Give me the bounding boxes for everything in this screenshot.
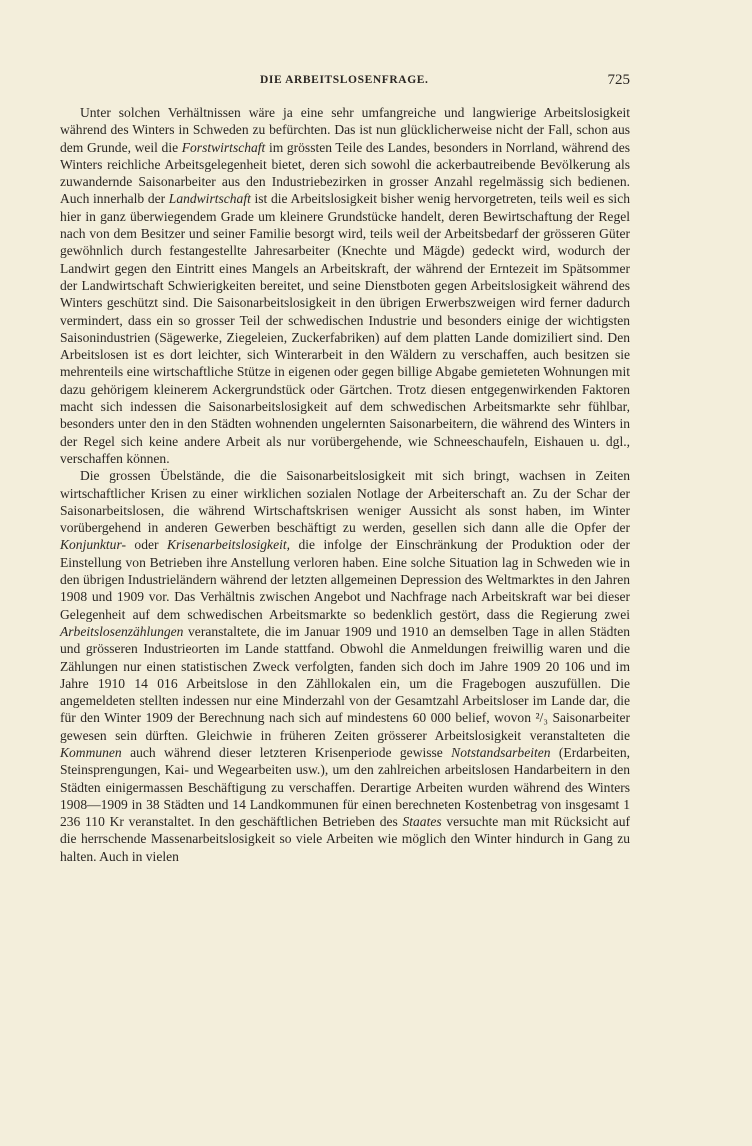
body-text	[60, 104, 630, 865]
emphasis-konjunktur: Konjunktur-	[60, 537, 126, 553]
text-run: (Erdarbeiten, Steinsprengungen, Kai- und Wegearbeiten usw.), um den zahlreichen arbeitslosen Handarbeitern in den Städten einigermassen Beschäftigung zu verschaffen. Derartige Arbeiten wurden während des Winters 1908—1909 in 38 Städten und 14 Landkommunen für einen berechneten Kostenbetrag von insgesamt 1 236 110 Kr veranstaltet. In den geschäftlichen Betrieben des	[60, 744, 630, 830]
emphasis-notstandsarbeiten: Notstandsarbeiten	[451, 744, 551, 760]
text-run: versuchte man mit Rücksicht auf die herrschende Massenarbeitslosigkeit so viele Arbeiten wie möglich den Winter hindurch in Gang zu halten. Auch in vielen	[60, 814, 630, 864]
emphasis-forstwirtschaft: Forstwirtschaft	[181, 139, 266, 155]
emphasis-krisenarbeitslosigkeit: Krisenarbeitslosigkeit,	[166, 537, 290, 553]
emphasis-arbeitslosenzaehlungen: Arbeitslosenzählungen	[60, 623, 184, 639]
text-run: Die grossen Übelstände, die die Saisonarbeitslosigkeit mit sich bringt, wachsen in Zeiten wirtschaftlicher Krisen zu einer wirklichen sozialen Notlage der Arbeiterschaft an. Zu der Schar der Saisonarbeitslosen, die während Wirtschaftskrisen weniger Aussicht als sonst haben, im Winter vorübergehend in anderen Gewerben beschäftigt zu werden, gesellen sich dann alle die Opfer der	[60, 468, 630, 536]
paragraph-2	[60, 467, 630, 865]
text-run: oder	[125, 537, 167, 553]
emphasis-kommunen: Kommunen	[60, 744, 122, 760]
page-number: 725	[607, 72, 630, 88]
text-run: ist die Arbeitslosigkeit bisher wenig hervorgetreten, teils weil es sich hier in ganz überwiegendem Grade um kleinere Grundstücke handelt, deren Bewirtschaftung der Regel nach von dem Besitzer und seiner Familie besorgt wird, teils weil der Arbeitsbedarf der grösseren Güter gewöhnlich durch festangestellte Jahresarbeiter (Knechte und Mägde) gedeckt wird, wodurch der Landwirt gegen den Eintritt eines Mangels an Arbeitskraft, der während der Erntezeit im Spätsommer der Landwirtschaft Schwierigkeiten bereitet, und seine Dienstboten gegen Arbeitslosigkeit während des Winters geschützt sind. Die Saisonarbeitslosigkeit in den übrigen Erwerbszweigen wird ferner dadurch vermindert, dass ein so grosser Teil der schwedischen Industrie und besonders einige der wichtigsten Saisonindustrien (Sägewerke, Ziegeleien, Zuckerfabriken) auf dem platten Lande domiziliert sind. Den Arbeitslosen ist es dort leichter, sich Winterarbeit in den Wäldern zu verschaffen, auch besitzen sie mehrenteils eine wirtschaftliche Stütze in eigenen oder gegen billige Abgabe gemieteten Wohnungen mit dazu gehörigem kleinerem Ackergrundstück oder Gärtchen. Trotz diesen entgegenwirkenden Faktoren macht sich indessen die Saisonarbeitslosigkeit auf dem schwedischen Arbeitsmarkte sehr fühlbar, besonders unter den in den Städten wohnenden ungelernten Saisonarbeitern, die während des Winters in der Regel sich keine andere Arbeit als nur vorübergehende, wie Schneeschaufeln, Eishauen u. dgl., verschaffen können.	[60, 191, 630, 466]
text-run: auch während dieser letzteren Krisenperiode gewisse	[121, 744, 452, 760]
text-run: die infolge der Einschränkung der Produktion oder der Einstellung von Betrieben ihre Anstellung verloren haben. Eine solche Situation lag in Schweden wie in den übrigen Industrieländern während der letzten allgemeinen Depression des Weltmarktes in den Jahren 1908 und 1909 vor. Das Verhältnis zwischen Angebot und Nachfrage nach Arbeitskraft war bei dieser Gelegenheit auf dem schwedischen Arbeitsmarkte so bedenklich gestört, dass die Regierung zwei	[60, 537, 630, 622]
emphasis-staates: Staates	[402, 814, 442, 830]
text-run: veranstaltete, die im Januar 1909 und 1910 an demselben Tage in allen Städten und grösseren Industrieorten im Lande stattfand. Obwohl die Anmeldungen freiwillig waren und die Zählungen nur einen statistischen Zweck verfolgten, fanden sich doch im Jahre 1909 20 106 und im Jahre 1910 14 016 Arbeitslose in den Zähllokalen ein, um die Fragebogen auszufüllen. Die angemeldeten stellten indessen nur eine Minderzahl von der Gesamtzahl Arbeitsloser im Lande dar, die für den Winter 1909 der Berechnung nach sich auf mindestens 60 000 belief, wovon ²/₃ Saisonarbeiter gewesen sein dürften. Gleichwie in früheren Zeiten grösserer Arbeitslosigkeit veranstalteten die	[60, 623, 630, 743]
text-run: im grössten Teile des Landes, besonders in Norrland, während des Winters reichliche Arbeitsgelegenheit bietet, deren sich sowohl die ackerbautreibende Bevölkerung als zuwandernde Saisonarbeiter aus den Industriebezirken in grosser Anzahl regelmässig sich bedienen. Auch innerhalb der	[60, 139, 630, 207]
page-header	[60, 72, 630, 92]
running-title: DIE ARBEITSLOSENFRAGE.	[260, 74, 429, 86]
text-run: Unter solchen Verhältnissen wäre ja eine sehr umfangreiche und langwierige Arbeitslosigkeit während des Winters in Schweden zu befürchten. Das ist nun glücklicherweise nicht der Fall, schon aus dem Grunde, weil die	[60, 105, 630, 155]
paragraph-1	[60, 104, 630, 467]
emphasis-landwirtschaft: Landwirtschaft	[168, 191, 251, 207]
